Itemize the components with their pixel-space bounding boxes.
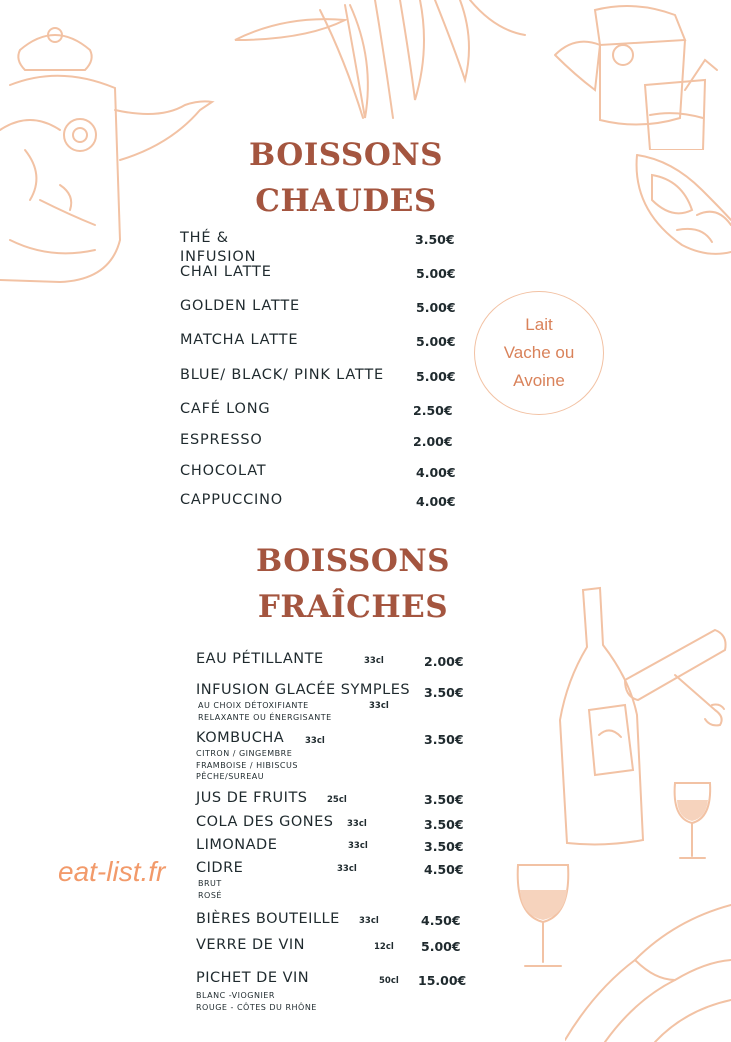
menu-item-price: 3.50€ (424, 839, 464, 854)
menu-item-price: 5.00€ (416, 266, 456, 281)
menu-item-volume: 33cl (359, 916, 379, 926)
menu-item-name: CHOCOLAT (180, 463, 267, 479)
menu-item-price: 15.00€ (418, 973, 467, 988)
menu-item-volume: 50cl (379, 976, 399, 986)
menu-item-name: BIÈRES BOUTEILLE (196, 911, 340, 927)
menu-item-name: LIMONADE (196, 837, 278, 853)
menu-item-name: CAFÉ LONG (180, 401, 271, 417)
menu-item-name: KOMBUCHA (196, 730, 285, 746)
menu-item-price: 5.00€ (416, 334, 456, 349)
menu-item-details: BLANC -VIOGNIER ROUGE - CÔTES DU RHÔNE (196, 991, 317, 1012)
menu-item-price: 5.00€ (416, 300, 456, 315)
menu-item-details: CITRON / GINGEMBRE FRAMBOISE / HIBISCUS PÊCHE/SUREAU (196, 749, 298, 781)
menu-item-price: 3.50€ (424, 732, 464, 747)
menu-item-name: COLA DES GONES (196, 814, 334, 830)
menu-item-volume: 33cl (369, 701, 389, 711)
menu-item-details: BRUT ROSÉ (198, 879, 222, 900)
palm-leaf-illustration (225, 0, 530, 130)
menu-item-price: 5.00€ (421, 939, 461, 954)
menu-item-price: 5.00€ (416, 369, 456, 384)
orange-slice-illustration (632, 150, 731, 260)
menu-item-name: PICHET DE VIN (196, 970, 310, 986)
menu-item-price: 4.00€ (416, 465, 456, 480)
menu-item-price: 4.00€ (416, 494, 456, 509)
menu-item-price: 2.00€ (424, 654, 464, 669)
menu-item-name: EAU PÉTILLANTE (196, 651, 324, 667)
menu-item-price: 3.50€ (424, 792, 464, 807)
menu-item-volume: 33cl (305, 736, 325, 746)
menu-item-price: 2.00€ (413, 434, 453, 449)
cloth-illustration (565, 900, 731, 1042)
menu-item-volume: 25cl (327, 795, 347, 805)
milk-options-badge: Lait Vache ou Avoine (474, 291, 604, 415)
menu-item-name: ESPRESSO (180, 432, 263, 448)
menu-item-name: VERRE DE VIN (196, 937, 305, 953)
menu-item-price: 4.50€ (421, 913, 461, 928)
menu-item-name: CHAI LATTE (180, 264, 272, 280)
menu-item-volume: 33cl (364, 656, 384, 666)
menu-item-price: 3.50€ (424, 817, 464, 832)
menu-item-name: GOLDEN LATTE (180, 298, 300, 314)
menu-item-name: CIDRE (196, 860, 244, 876)
watermark: eat-list.fr (58, 856, 166, 887)
jar-and-glass-illustration (545, 0, 731, 150)
menu-item-volume: 33cl (347, 819, 367, 829)
menu-item-volume: 12cl (374, 942, 394, 952)
wine-glass-illustration (670, 778, 715, 863)
menu-item-name: JUS DE FRUITS (196, 790, 308, 806)
menu-item-name: MATCHA LATTE (180, 332, 299, 348)
cold-section-title: BOISSONS FRAÎCHES (255, 543, 451, 625)
menu-item-name: BLUE/ BLACK/ PINK LATTE (180, 367, 384, 383)
menu-item-volume: 33cl (337, 864, 357, 874)
hot-section-title: BOISSONS CHAUDES (248, 137, 444, 219)
menu-item-price: 3.50€ (424, 685, 464, 700)
menu-item-name: CAPPUCCINO (180, 492, 283, 508)
menu-item-price: 4.50€ (424, 862, 464, 877)
menu-item-name: INFUSION GLACÉE SYMPLES (196, 682, 411, 698)
corkscrew-illustration (620, 625, 731, 735)
menu-item-price: 2.50€ (413, 403, 453, 418)
menu-item-price: 3.50€ (415, 232, 455, 247)
menu-item-details: AU CHOIX DÉTOXIFIANTE RELAXANTE OU ÉNERGISANTE (198, 701, 332, 722)
menu-item-volume: 33cl (348, 841, 368, 851)
menu-item-name: THÉ & INFUSION (180, 230, 257, 265)
